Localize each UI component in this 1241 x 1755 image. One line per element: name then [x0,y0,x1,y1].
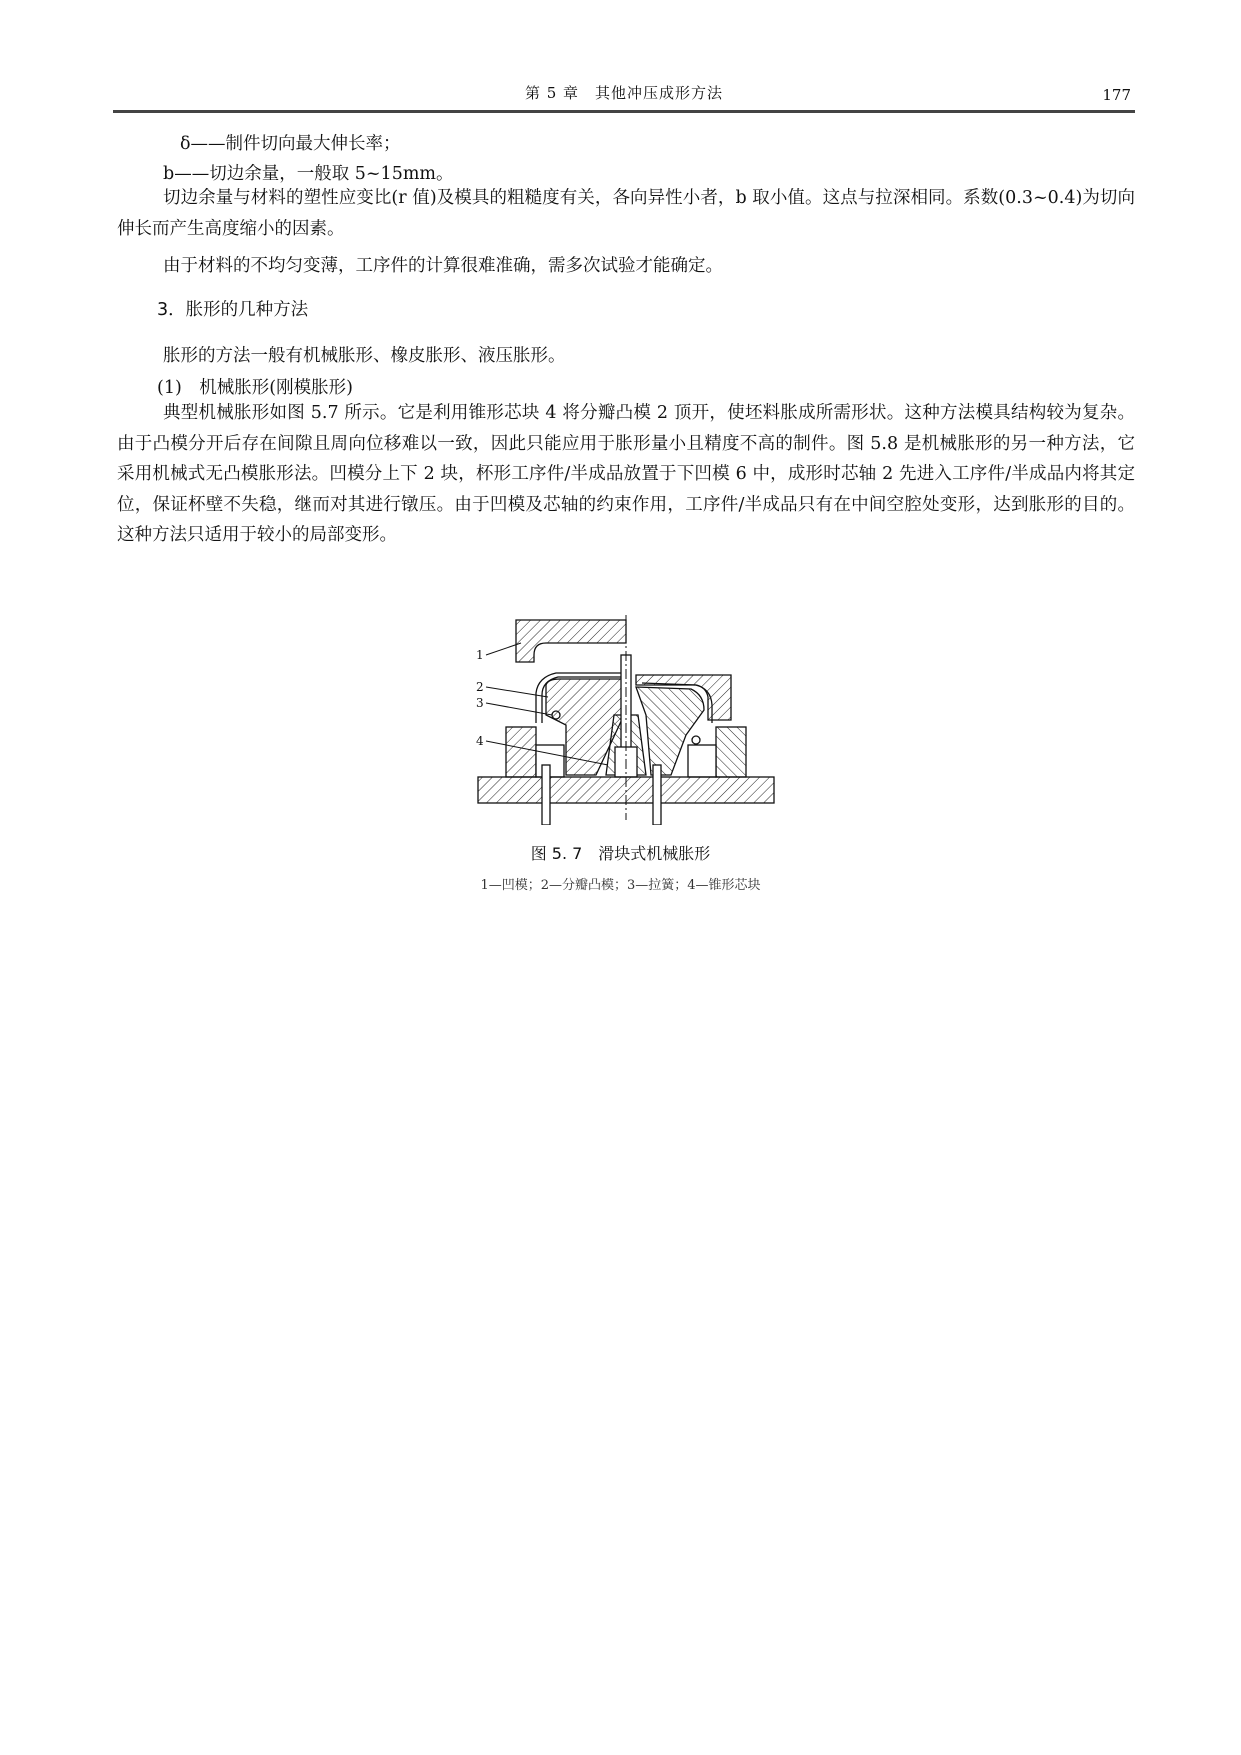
paragraph-trim-allowance: 切边余量与材料的塑性应变比(r 值)及模具的粗糙度有关，各向异性小者，b 取小值。这点与拉深相同。系数(0.3~0.4)为切向伸长而产生高度缩小的因素。 [117,188,1135,239]
figure-caption: 图 5. 7 滑块式机械胀形 [530,844,711,863]
figure-label-1: 1 [476,648,484,662]
slot-right [688,745,716,777]
figure-label-2: 2 [476,680,484,694]
paragraph-methods: 胀形的方法一般有机械胀形、橡皮胀形、液压胀形。 [163,346,566,366]
figure-label-3: 3 [476,696,484,710]
page-header [113,70,1135,113]
definition-delta: δ——制件切向最大伸长率； [180,134,401,154]
subheading-mechanical: (1) 机械胀形(刚模胀形) [157,378,353,398]
chapter-title: 第 5 章 其他冲压成形方法 [524,84,724,102]
ejector-pin-left [542,765,550,825]
lower-block-right [716,727,746,777]
spring-right [692,736,700,744]
paragraph-mechanical-bulging: 典型机械胀形如图 5.7 所示。它是利用锥形芯块 4 将分瓣凸模 2 顶开，使坯料胀成所需形状。这种方法模具结构较为复杂。由于凸模分开后存在间隙且周向位移难以一致，因此只能应用于胀形量小且精度不高的制件。图 5.8 是机械胀形的另一种方法，它采用机械式无凸模胀形法。凹模分上下 2 块，杯形工序件/半成品放置于下凹模 6 中，成形时芯轴 2 先进入工序件/半成品内将其定位，保证杯壁不失稳，继而对其进行镦压。由于凹模及芯轴的约束作用，工序件/半成品只有在中间空腔处变形，达到胀形的目的。这种方法只适用于较小的局部变形。 [117,403,1135,545]
definition-b: b——切边余量，一般取 5~15mm。 [163,164,454,184]
figure-label-4: 4 [476,734,484,748]
upper-die-shape [516,620,626,662]
figure-legend: 1—凹模；2—分瓣凸模；3—拉簧；4—锥形芯块 [480,878,761,893]
figure-slider-bulging-die [476,615,776,825]
section-heading: 3．胀形的几种方法 [157,300,309,320]
paragraph-uneven-thinning: 由于材料的不均匀变薄，工序件的计算很难准确，需多次试验才能确定。 [163,256,723,276]
page-number: 177 [1102,86,1131,104]
lower-block-left [506,727,536,777]
ejector-pin-right [653,765,661,825]
